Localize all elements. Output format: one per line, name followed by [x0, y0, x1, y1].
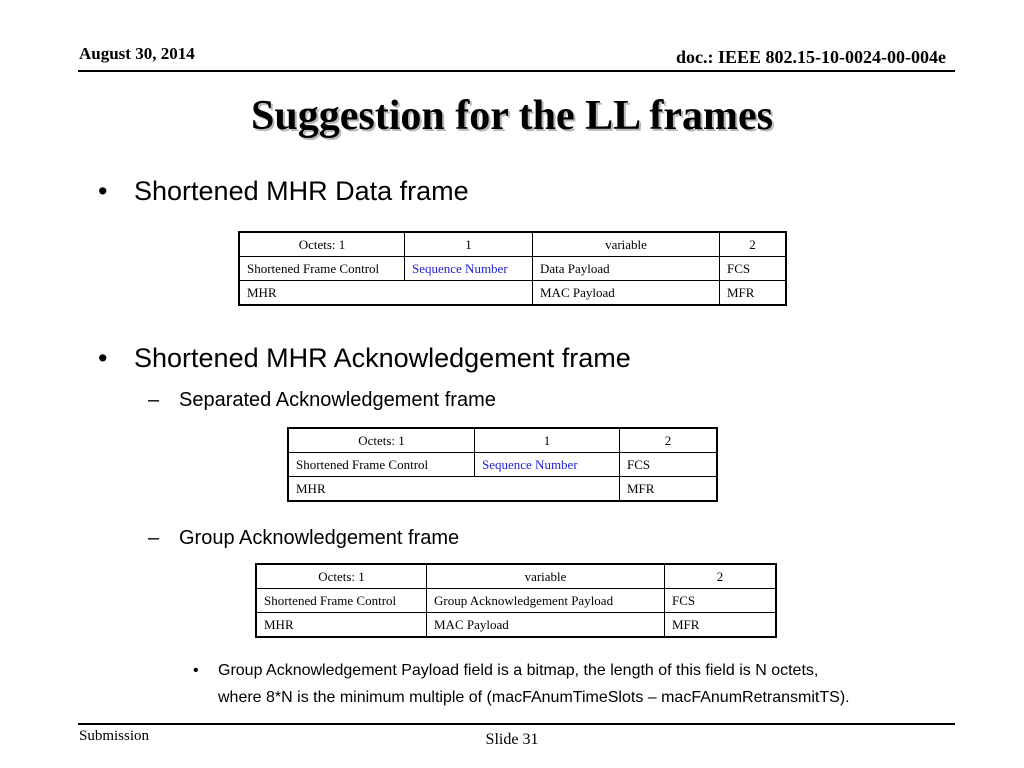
table-cell: Group Acknowledgement Payload — [427, 589, 665, 613]
document-id: doc.: IEEE 802.15-10-0024-00-004e — [676, 47, 946, 67]
table-cell: Octets: 1 — [256, 564, 427, 589]
table-row — [288, 453, 717, 477]
footer-divider — [78, 723, 955, 725]
bullet-group-ack: Group Acknowledgement frame — [179, 527, 460, 549]
group-ack-table — [255, 563, 777, 638]
bullet-separated-ack: Separated Acknowledgement frame — [179, 389, 496, 411]
table-cell: 2 — [720, 232, 787, 257]
table-row — [256, 613, 776, 638]
table-cell: Shortened Frame Control — [288, 453, 475, 477]
slide-title: Suggestion for the LL frames — [251, 93, 773, 139]
table-row — [288, 428, 717, 453]
table-cell: 2 — [665, 564, 777, 589]
bullet-marker: • — [98, 176, 108, 206]
table-row — [256, 564, 776, 589]
dash-marker: – — [148, 389, 160, 411]
bullet-data-frame: Shortened MHR Data frame — [134, 176, 469, 206]
header-divider — [78, 70, 955, 72]
bullet-ack-frame: Shortened MHR Acknowledgement frame — [134, 343, 631, 373]
table-cell: Sequence Number — [405, 257, 533, 281]
table-cell: MHR — [288, 477, 620, 502]
table-cell: FCS — [665, 589, 777, 613]
group-ack-note-line1: Group Acknowledgement Payload field is a bitmap, the length of this field is N octets, — [218, 662, 819, 679]
table-row — [239, 281, 786, 306]
table-cell: FCS — [720, 257, 787, 281]
table-cell: variable — [427, 564, 665, 589]
date-label: August 30, 2014 — [79, 44, 195, 63]
table-cell: 2 — [620, 428, 718, 453]
table-row — [288, 477, 717, 502]
bullet-marker: • — [98, 343, 108, 373]
table-cell: MFR — [665, 613, 777, 638]
table-cell: 1 — [405, 232, 533, 257]
data-frame-table — [238, 231, 787, 306]
table-cell: Octets: 1 — [239, 232, 405, 257]
bullet-marker: • — [193, 662, 199, 679]
table-cell: Sequence Number — [475, 453, 620, 477]
table-cell: Shortened Frame Control — [239, 257, 405, 281]
table-cell: 1 — [475, 428, 620, 453]
table-cell: MFR — [720, 281, 787, 306]
table-cell: MFR — [620, 477, 718, 502]
table-cell: FCS — [620, 453, 718, 477]
group-ack-note-line2: where 8*N is the minimum multiple of (macFAnumTimeSlots – macFAnumRetransmitTS). — [218, 689, 850, 706]
table-cell: Octets: 1 — [288, 428, 475, 453]
table-row — [239, 257, 786, 281]
slide-number: Slide 31 — [485, 731, 539, 748]
table-row — [239, 232, 786, 257]
table-cell: Data Payload — [533, 257, 720, 281]
table-cell: MAC Payload — [427, 613, 665, 638]
dash-marker: – — [148, 527, 160, 549]
table-cell: MAC Payload — [533, 281, 720, 306]
table-row — [256, 589, 776, 613]
table-cell: Shortened Frame Control — [256, 589, 427, 613]
separated-ack-table — [287, 427, 718, 502]
table-cell: MHR — [256, 613, 427, 638]
submission-label: Submission — [79, 728, 150, 744]
table-cell: variable — [533, 232, 720, 257]
table-cell: MHR — [239, 281, 533, 306]
